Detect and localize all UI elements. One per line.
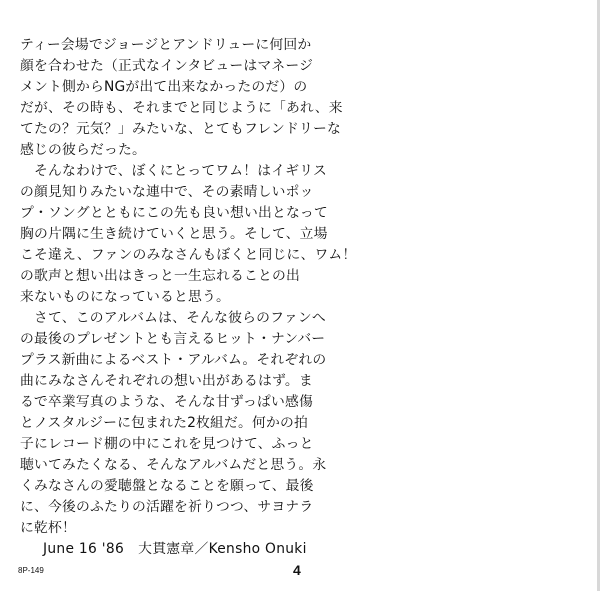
text-line: くみなさんの愛聴盤となることを願って、最後 (20, 478, 314, 494)
text-line: に乾杯！ (20, 520, 76, 536)
text-line: の顔見知りみたいな連中で、その素晴しいポッ (20, 184, 314, 200)
text-line: プ・ソングとともにこの先も良い想い出となって (20, 205, 328, 221)
text-line: に、今後のふたりの活躍を祈りつつ、サヨナラ (20, 499, 314, 515)
text-line: 来ないものになっていると思う。 (20, 289, 230, 305)
text-line: 胸の片隅に生き続けていくと思う。そして、立場 (20, 226, 328, 242)
text-line: さて、このアルバムは、そんな彼らのファンへ (20, 310, 326, 326)
text-line: てたの？元気？」みたいな、とてもフレンドリーな (20, 121, 342, 137)
text-line: 曲にみなさんそれぞれの想い出があるはず。ま (20, 373, 313, 389)
page-number: 4 (293, 562, 301, 578)
text-line: 子にレコード棚の中にこれを見つけて、ふっと (20, 436, 314, 452)
text-line: こそ違え、ファンのみなさんもぼくと同じに、ワム！ (20, 247, 357, 263)
text-line: の最後のプレゼントとも言えるヒット・ナンバー (20, 331, 326, 347)
text-line: そんなわけで、ぼくにとってワム！はイギリス (20, 163, 327, 179)
text-line: メント側からNGが出て出来なかったのだ）の (20, 79, 308, 95)
text-line: ティー会場でジョージとアンドリューに何回か (20, 37, 312, 53)
catalog-number: 8P-149 (18, 566, 44, 575)
text-line: 感じの彼らだった。 (20, 142, 146, 158)
text-line: プラス新曲によるベスト・アルバム。それぞれの (20, 352, 327, 368)
text-line: の歌声と想い出はきっと一生忘れることの出 (20, 268, 300, 284)
text-line: 聴いてみたくなる、そんなアルバムだと思う。永 (20, 457, 327, 473)
author-signature: June 16 '86 大貫憲章／Kensho Onuki (43, 541, 307, 557)
text-line: 顔を合わせた（正式なインタビューはマネージ (20, 58, 314, 74)
text-line: とノスタルジーに包まれた2枚組だ。何かの拍 (20, 415, 309, 431)
text-line: だが、その時も、それまでと同じように「あれ、来 (20, 100, 343, 116)
text-line: るで卒業写真のような、そんな甘ずっぱい感傷 (20, 394, 313, 410)
